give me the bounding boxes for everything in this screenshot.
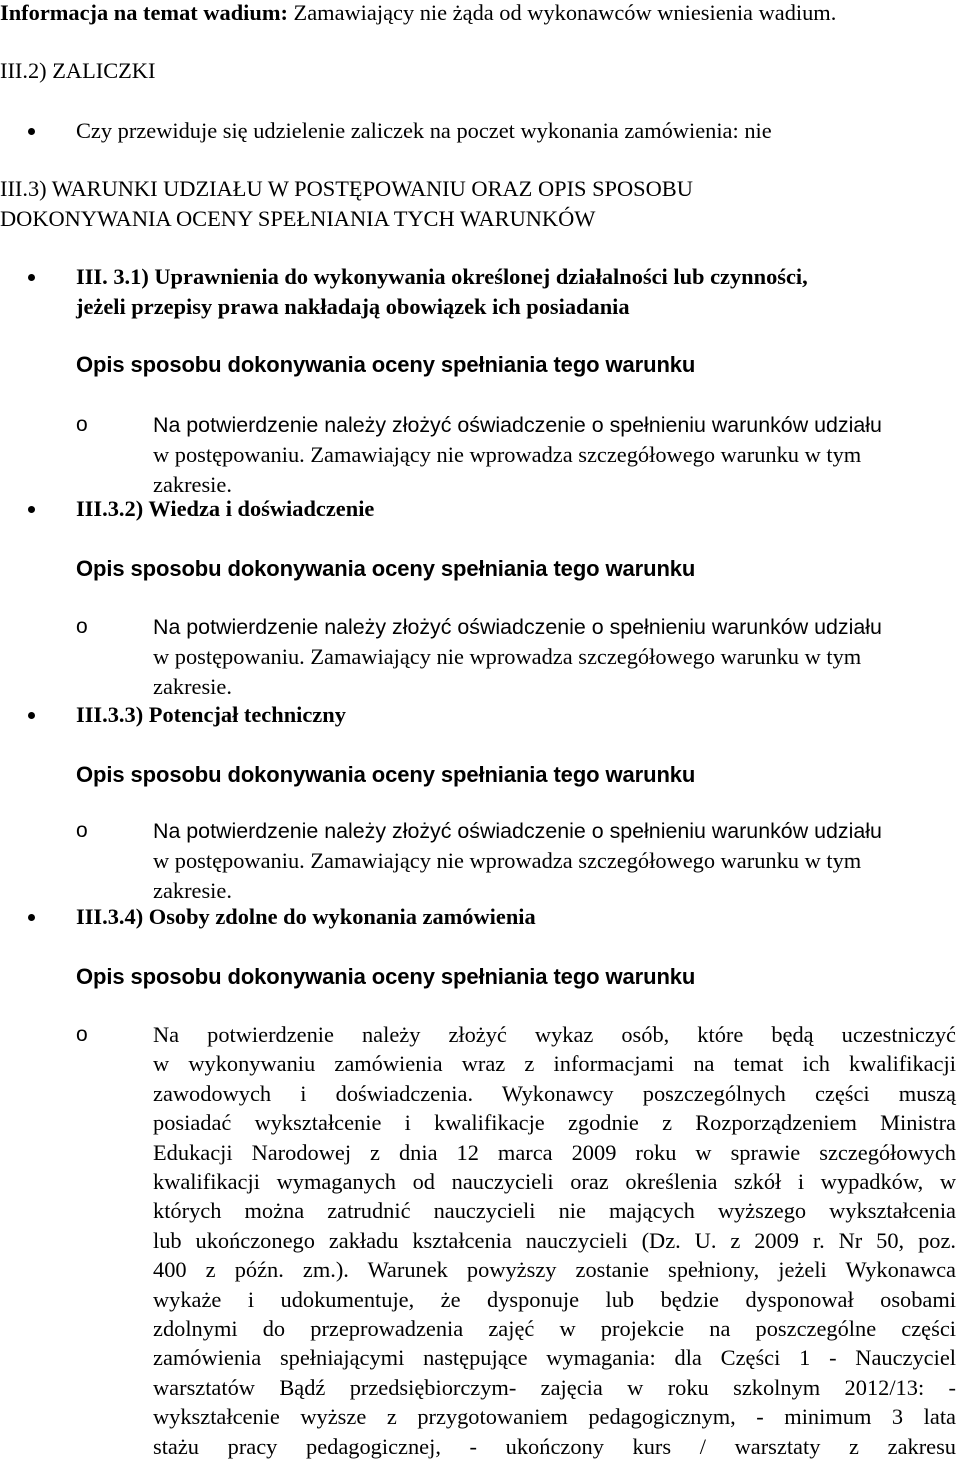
- section-3-4-line: wykształcenie wyższe z przygotowaniem pedagogicznym, - minimum 3 lata: [153, 1404, 956, 1430]
- section-3-2-opis: Opis sposobu dokonywania oceny spełniania tego warunku: [76, 556, 696, 581]
- section-3-1-text: [153, 410, 956, 500]
- section-3-1-title-line1: III. 3.1) Uprawnienia do wykonywania określonej działalności lub czynności,: [76, 264, 808, 289]
- sub-bullet-icon: o: [76, 1023, 88, 1046]
- section-3-3-text: [153, 816, 956, 906]
- section-3-1-bullet: [0, 262, 956, 322]
- section-3-4-line: warsztatów Bądź przedsiębiorczym- zajęcia w roku szkolnym 2012/13: -: [153, 1374, 956, 1400]
- zaliczki-question-line: [76, 116, 956, 146]
- section-3-3-item: [0, 816, 956, 906]
- sub-bullet-icon: o: [76, 615, 88, 638]
- section-3-4-item: [0, 1020, 956, 1461]
- wadium-label: Informacja na temat wadium:: [0, 0, 288, 25]
- bullet-dot-icon: [28, 128, 35, 135]
- section-3-4-line: zdolnymi do przeprowadzenia zajęć w projekcie na poszczególne części: [153, 1316, 956, 1342]
- section-3-1-title-line2: jeżeli przepisy prawa nakładają obowiązek ich posiadania: [76, 294, 630, 319]
- section-3-2-item: [0, 612, 956, 702]
- zaliczki-answer: nie: [744, 118, 772, 143]
- section-3-2-title: III.3.2) Wiedza i doświadczenie: [76, 496, 375, 521]
- bullet-dot-icon: [28, 914, 35, 921]
- sub-bullet-icon: o: [76, 819, 88, 842]
- section-3-2-text-line3: zakresie.: [153, 674, 232, 699]
- section-3-4-line: kwalifikacji wymaganych od nauczycieli oraz określenia szkół i wypadków, w: [153, 1169, 956, 1195]
- section-3-4-line: posiadać wykształcenie i kwalifikacje zgodnie z Rozporządzeniem Ministra: [153, 1110, 956, 1136]
- section-3-2-bullet: [0, 494, 956, 524]
- section-3-3-text-line1: Na potwierdzenie należy złożyć oświadczenie o spełnieniu warunków udziału: [153, 819, 882, 843]
- section-3-4-line: w wykonywaniu zamówienia wraz z informacjami na temat ich kwalifikacji: [153, 1051, 956, 1077]
- section-3-1-item: [0, 410, 956, 500]
- section-3-4-line: zamówienia spełniającymi następujące wymagania: dla Części 1 - Nauczyciel: [153, 1345, 956, 1371]
- bullet-dot-icon: [28, 506, 35, 513]
- section-3-2-text-line2: w postępowaniu. Zamawiający nie wprowadza szczegółowego warunku w tym: [153, 644, 862, 669]
- section-3-3-opis: Opis sposobu dokonywania oceny spełniania tego warunku: [76, 762, 696, 787]
- section-3-4-line: zawodowych i doświadczenia. Wykonawcy poszczególnych części muszą: [153, 1080, 956, 1106]
- section-3-3-text-line3: zakresie.: [153, 878, 232, 903]
- zaliczki-bullet: [0, 116, 956, 146]
- wadium-text: Zamawiający nie żąda od wykonawców wniesienia wadium.: [293, 0, 837, 25]
- section-3-4-bullet: [0, 902, 956, 932]
- section-3-2-text: [153, 612, 956, 702]
- section-3-4-text: [153, 1020, 956, 1461]
- section-3-3-text-line2: w postępowaniu. Zamawiający nie wprowadza szczegółowego warunku w tym: [153, 848, 862, 873]
- section-3-2-text-line1: Na potwierdzenie należy złożyć oświadczenie o spełnieniu warunków udziału: [153, 615, 882, 639]
- section-3-3-bullet: [0, 700, 956, 730]
- bullet-dot-icon: [28, 274, 35, 281]
- section-3-4-line: Edukacji Narodowej z dnia 12 marca 2009 roku w sprawie szczegółowych: [153, 1139, 956, 1165]
- warunki-heading-line2: DOKONYWANIA OCENY SPEŁNIANIA TYCH WARUNKÓW: [0, 206, 596, 231]
- section-3-4-line: Na potwierdzenie należy złożyć wykaz osób, które będą uczestniczyć: [153, 1022, 956, 1047]
- section-3-4-line: których można zatrudnić nauczycieli nie mających wyższego wykształcenia: [153, 1198, 956, 1224]
- bullet-dot-icon: [28, 712, 35, 719]
- section-3-1-text-line2: w postępowaniu. Zamawiający nie wprowadza szczegółowego warunku w tym: [153, 442, 862, 467]
- section-3-4-title: III.3.4) Osoby zdolne do wykonania zamówienia: [76, 904, 536, 929]
- section-3-4-line: wykaże i udokumentuje, że dysponuje lub będzie dysponował osobami: [153, 1286, 956, 1312]
- section-3-4-opis: Opis sposobu dokonywania oceny spełniania tego warunku: [76, 964, 696, 989]
- section-3-4-line: stażu pracy pedagogicznej, - ukończony kurs / warsztaty z zakresu: [153, 1433, 956, 1459]
- section-3-3-title: III.3.3) Potencjał techniczny: [76, 702, 346, 727]
- section-3-4-line: lub ukończonego zakładu kształcenia nauczycieli (Dz. U. z 2009 r. Nr 50, poz.: [153, 1227, 956, 1253]
- section-3-1-opis: Opis sposobu dokonywania oceny spełniania tego warunku: [76, 352, 696, 377]
- section-3-1-text-line1: Na potwierdzenie należy złożyć oświadczenie o spełnieniu warunków udziału: [153, 413, 882, 437]
- section-3-1-text-line3: zakresie.: [153, 472, 232, 497]
- section-3-1-title: [76, 262, 956, 322]
- zaliczki-question: Czy przewiduje się udzielenie zaliczek na poczet wykonania zamówienia:: [76, 118, 739, 143]
- section-3-4-line: 400 z późn. zm.). Warunek powyższy zostanie spełniony, jeżeli Wykonawca: [153, 1257, 956, 1283]
- zaliczki-heading: III.2) ZALICZKI: [0, 58, 156, 83]
- sub-bullet-icon: o: [76, 413, 88, 436]
- wadium-line: [0, 0, 836, 28]
- warunki-heading-line1: III.3) WARUNKI UDZIAŁU W POSTĘPOWANIU ORAZ OPIS SPOSOBU: [0, 176, 693, 201]
